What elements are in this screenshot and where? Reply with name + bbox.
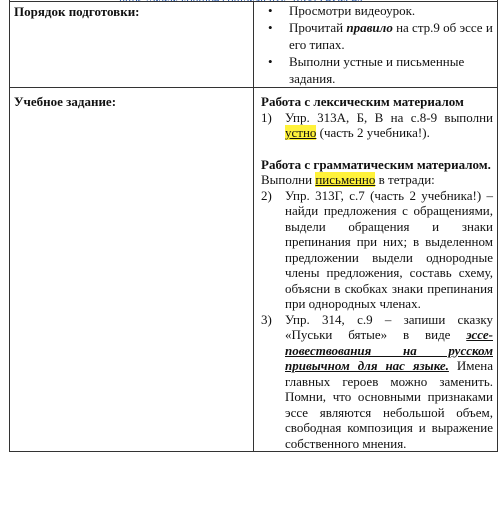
preparation-label-cell [10,2,254,88]
essay-emphasis: эссе-повествования на русском привычном для нас языке. [285,327,493,373]
highlight-oral: устно [285,125,317,140]
grammar-heading: Работа с грамматическим материалом. [261,156,491,172]
task-label-cell [10,88,254,452]
task-content-cell [254,88,498,452]
lesson-table [9,0,498,452]
highlight-written: письменно [315,172,376,187]
preparation-label: Порядок подготовки: [14,4,140,19]
task-content [254,88,497,451]
written-instruction: Выполни письменно в тетради: [261,172,435,187]
task-item-1: 1) Упр. 313А, Б, В на с.8-9 выполни устно (часть 2 учебника!). [261,109,493,140]
task-label: Учебное задание: [14,94,117,109]
prep-item-1: • Просмотри видеоурок. [268,2,497,19]
rule-word: правило [346,20,393,35]
prep-item-2: • Прочитай правило на стр.9 об эссе и его типах. [268,19,497,53]
preparation-row [10,2,498,88]
task-row [10,88,498,452]
prep-item-3: • Выполни устные и письменные задания. [268,53,497,87]
task-item-2: 2) Упр. 313Г, с.7 (часть 2 учебника!) – найди предложения с обращениями, выдели обращения и знаки препинания при них; в выделенном предложении выдели однородные члены предложения, составь схему, объясни в скобках знаки препинания при однородных членах. [261,187,493,311]
lexical-heading: Работа с лексическим материалом [261,94,464,109]
preparation-list [254,2,497,87]
task-item-3: 3) Упр. 314, с.9 – запиши сказку «Пуськи бятые» в виде эссе-повествования на русском привычном для нас языке. Имена главных героев можно заменить. Помни, что основными признаками эссе являются небольшой объем, свободная композиция и выражение собственного мнения. [261,311,493,451]
preparation-content-cell [254,2,498,88]
